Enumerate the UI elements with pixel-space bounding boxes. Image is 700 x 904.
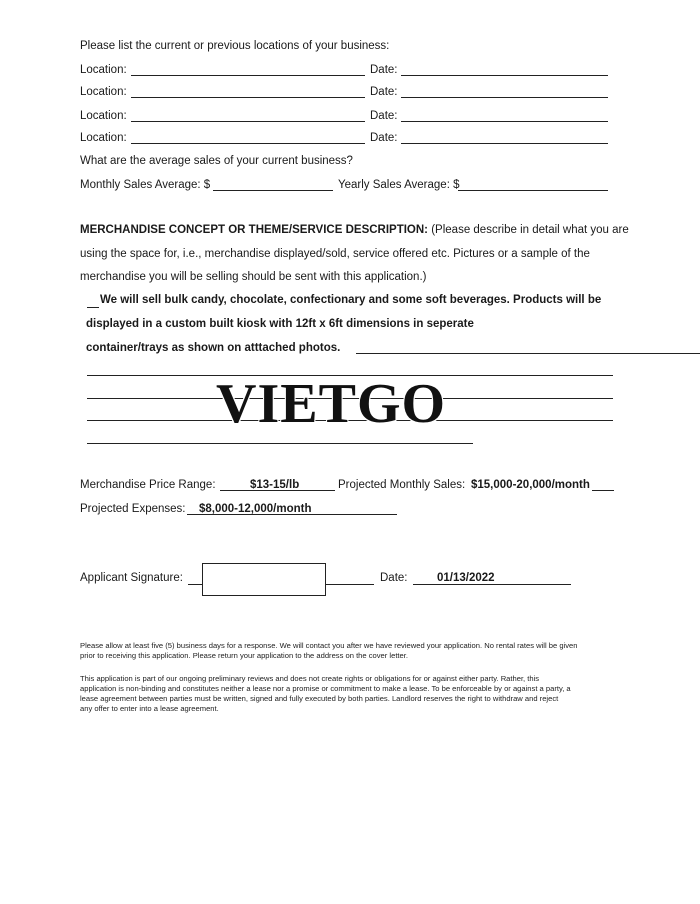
location-label: Location: (80, 86, 127, 98)
merch-description-line1 (80, 224, 629, 236)
price-range-value: $13-15/lb (250, 479, 300, 491)
note-para2-line2: application is non-binding and constitutes neither a lease nor a promise or commitment to make a lease. To be enforceable by or against a party, a (80, 684, 571, 693)
watermark-logo: VIETGO (216, 373, 447, 435)
signature-date-value: 01/13/2022 (437, 572, 495, 584)
date-field-2[interactable] (401, 97, 608, 98)
signature-box[interactable] (202, 563, 326, 596)
date-label: Date: (370, 132, 398, 144)
location-label: Location: (80, 132, 127, 144)
projected-sales-label: Projected Monthly Sales: (338, 479, 466, 491)
merch-desc-2: using the space for, i.e., merchandise displayed/sold, service offered etc. Pictures or a sample of the (80, 248, 590, 260)
merch-blank-line-4[interactable] (87, 443, 473, 444)
note-para2-line1: This application is part of our ongoing preliminary reviews and does not create rights or obligations for or against either party. Rather, this (80, 674, 540, 683)
locations-prompt: Please list the current or previous locations of your business: (80, 40, 390, 52)
date-label: Date: (370, 110, 398, 122)
merch-answer-1: We will sell bulk candy, chocolate, confectionary and some soft beverages. Products will be (100, 294, 602, 306)
date-field-4[interactable] (401, 143, 608, 144)
monthly-sales-field[interactable] (213, 190, 333, 191)
note-para1-line1: Please allow at least five (5) business days for a response. We will contact you after we have reviewed your application. No rental rates will be given (80, 641, 578, 650)
merch-answer-2: displayed in a custom built kiosk with 12ft x 6ft dimensions in seperate (86, 318, 474, 330)
projected-sales-field[interactable] (592, 490, 614, 491)
location-field-2[interactable] (131, 97, 365, 98)
merch-desc-3: merchandise you will be selling should be sent with this application.) (80, 271, 427, 283)
signature-date-label: Date: (380, 572, 408, 584)
sales-prompt: What are the average sales of your current business? (80, 155, 353, 167)
note-para2-line4: any offer to enter into a lease agreement. (80, 704, 219, 713)
date-field-1[interactable] (401, 75, 608, 76)
location-field-3[interactable] (131, 121, 365, 122)
yearly-sales-label: Yearly Sales Average: $ (338, 179, 460, 191)
price-range-label: Merchandise Price Range: (80, 479, 216, 491)
date-label: Date: (370, 86, 398, 98)
monthly-sales-label: Monthly Sales Average: $ (80, 179, 211, 191)
signature-date-field[interactable] (413, 584, 571, 585)
signature-label: Applicant Signature: (80, 572, 183, 584)
merch-desc-1: (Please describe in detail what you are (431, 224, 629, 236)
merch-answer-3: container/trays as shown on atttached photos. (86, 342, 341, 354)
merch-answer-line-3[interactable] (356, 353, 700, 354)
note-para1-line2: prior to receiving this application. Please return your application to the address on the cover letter. (80, 651, 408, 660)
location-field-1[interactable] (131, 75, 365, 76)
merch-heading: MERCHANDISE CONCEPT OR THEME/SERVICE DESCRIPTION: (80, 224, 429, 236)
expenses-value: $8,000-12,000/month (199, 503, 312, 515)
expenses-label: Projected Expenses: (80, 503, 186, 515)
date-label: Date: (370, 64, 398, 76)
projected-sales-value: $15,000-20,000/month (471, 479, 590, 491)
location-label: Location: (80, 64, 127, 76)
location-label: Location: (80, 110, 127, 122)
location-field-4[interactable] (131, 143, 365, 144)
note-para2-line3: lease agreement between parties must be written, signed and fully executed by both parties. Landlord reserves the right to withdraw and reject (80, 694, 559, 703)
yearly-sales-field[interactable] (458, 190, 608, 191)
answer-lead-line (87, 307, 99, 308)
date-field-3[interactable] (401, 121, 608, 122)
